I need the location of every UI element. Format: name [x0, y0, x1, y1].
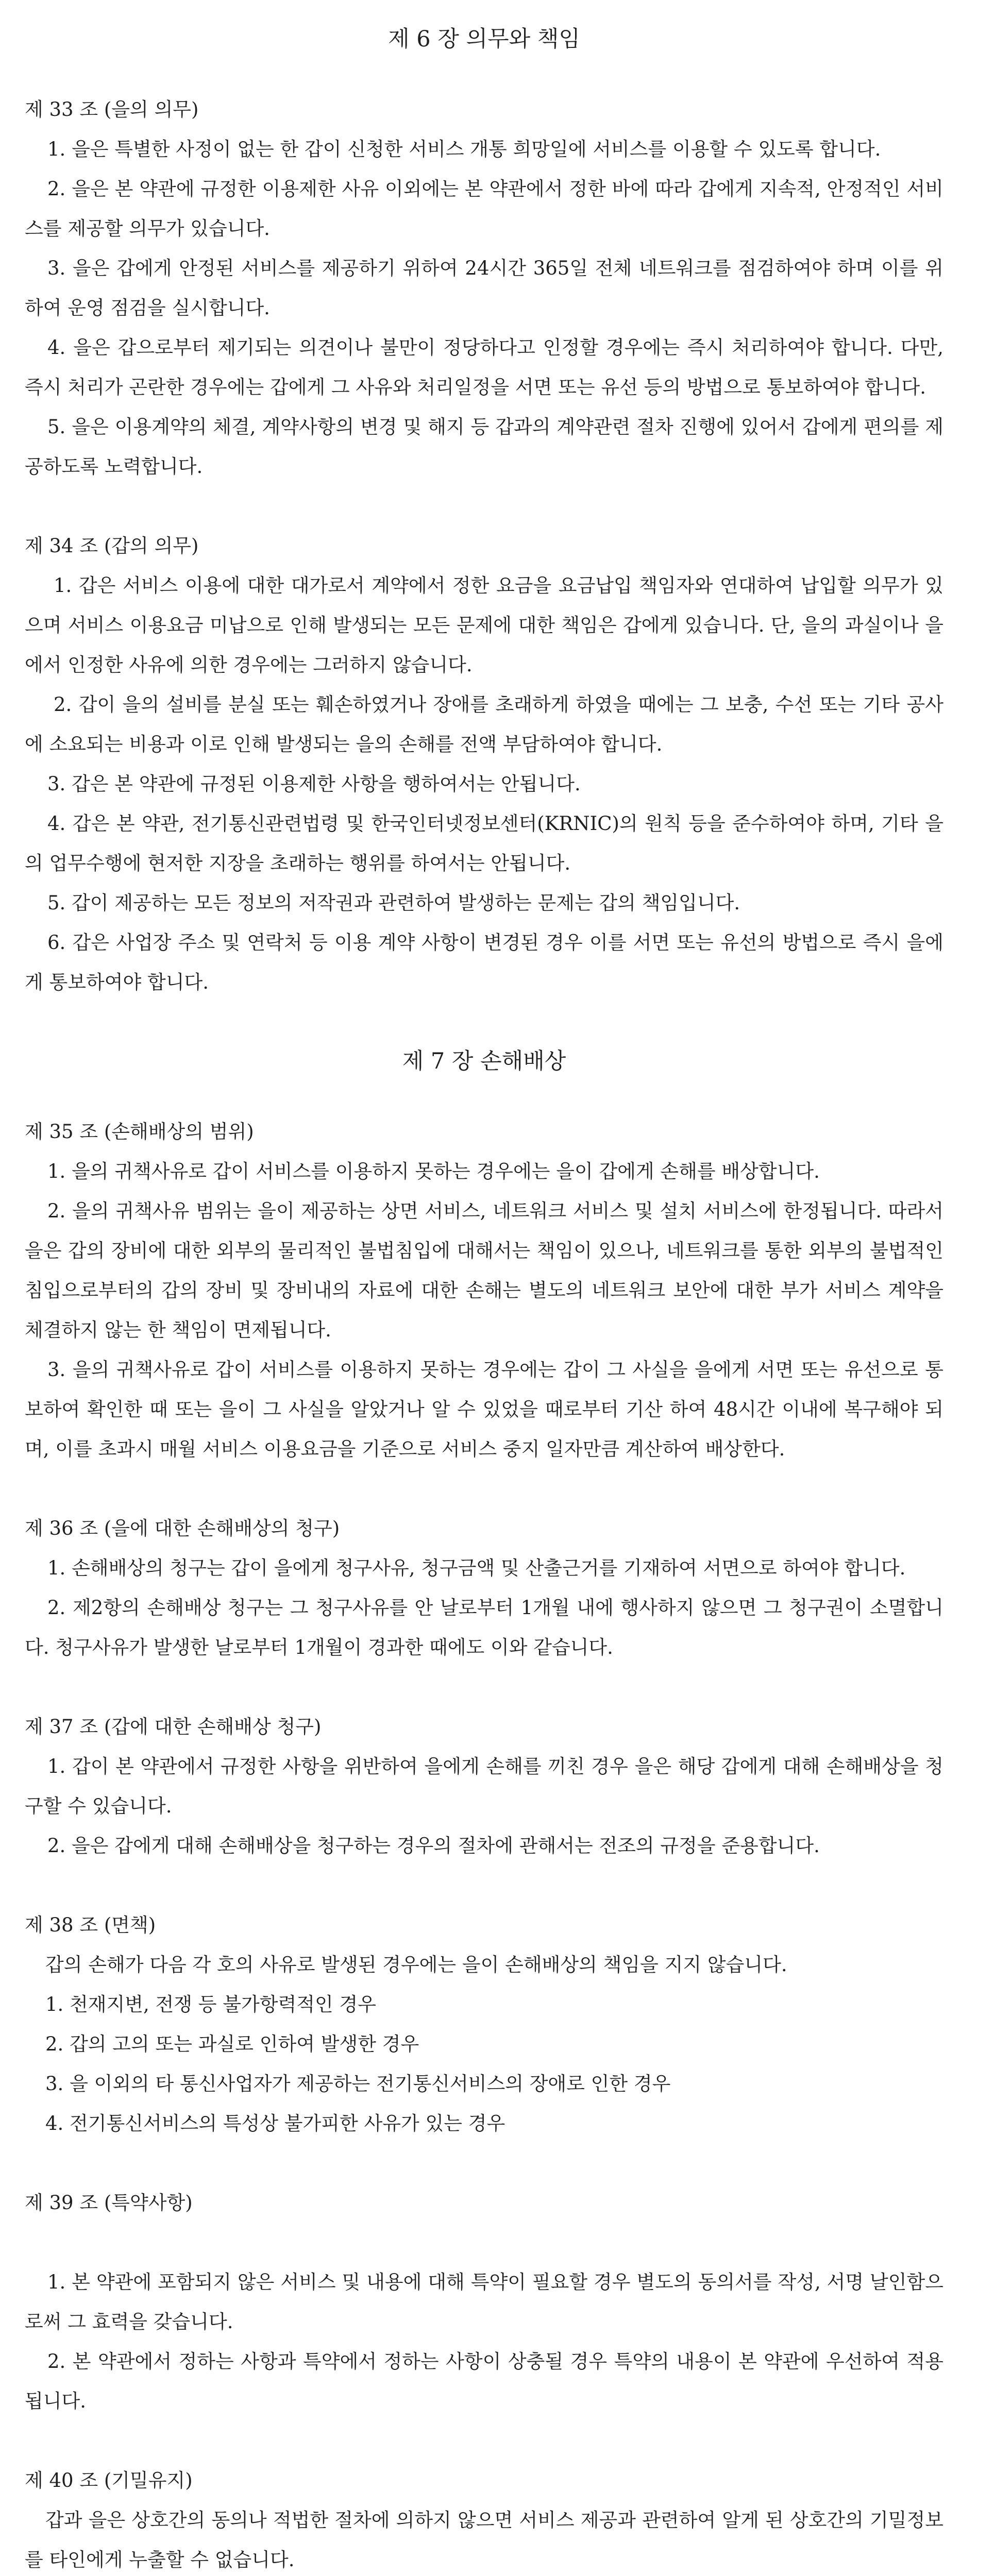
- article-37-clause-2: 2. 을은 갑에게 대해 손해배상을 청구하는 경우의 절차에 관해서는 전조의 규정을 준용합니다.: [47, 1835, 820, 1857]
- article-38-intro: 갑의 손해가 다음 각 호의 사유로 발생된 경우에는 을이 손해배상의 책임을 지지 않습니다.: [45, 1954, 787, 1976]
- article-34-clause-3: 3. 갑은 본 약관에 규정된 이용제한 사항을 행하여서는 안됩니다.: [47, 773, 581, 795]
- article-33-clause-2: 2. 을은 본 약관에 규정한 이용제한 사유 이외에는 본 약관에서 정한 바에 따라 갑에게 지속적, 안정적인 서비스를 제공할 의무가 있습니다.: [25, 178, 943, 240]
- article-34-clause-5: 5. 갑이 제공하는 모든 정보의 저작권과 관련하여 발생하는 문제는 갑의 책임입니다.: [47, 892, 740, 914]
- article-38-item-3: 3. 을 이외의 타 통신사업자가 제공하는 전기통신서비스의 장애로 인한 경우: [45, 2073, 671, 2095]
- article-35-clause-3: 3. 을의 귀책사유로 갑이 서비스를 이용하지 못하는 경우에는 갑이 그 사실을 을에게 서면 또는 유선으로 통보하여 확인한 때 또는 을이 그 사실을 알았거나 알 수 있었을 때로부터 기산 하여 48시간 이내에 복구해야 되며, 이를 초과시 매월 서비스 이용요금을 기준으로 서비스 중지 일자만큼 계산하여 배상한다.: [25, 1359, 943, 1460]
- article-36-clause-1: 1. 손해배상의 청구는 갑이 을에게 청구사유, 청구금액 및 산출근거를 기재하여 서면으로 하여야 합니다.: [47, 1557, 906, 1579]
- article-33-clause-1: 1. 을은 특별한 사정이 없는 한 갑이 신청한 서비스 개통 희망일에 서비스를 이용할 수 있도록 합니다.: [47, 138, 881, 160]
- article-38-item-1: 1. 천재지변, 전쟁 등 불가항력적인 경우: [45, 1993, 376, 2015]
- article-33-clause-4: 4. 을은 갑으로부터 제기되는 의견이나 불만이 정당하다고 인정할 경우에는 즉시 처리하여야 합니다. 다만, 즉시 처리가 곤란한 경우에는 갑에게 그 사유와 처리일정을 서면 또는 유선 등의 방법으로 통보하여야 합니다.: [25, 336, 943, 398]
- article-35-title: 제 35 조 (손해배상의 범위): [25, 1121, 254, 1143]
- article-36-title: 제 36 조 (을에 대한 손해배상의 청구): [25, 1517, 340, 1539]
- article-38-item-4: 4. 전기통신서비스의 특성상 불가피한 사유가 있는 경우: [45, 2112, 505, 2134]
- chapter-6-title: 제 6 장 의무와 책임: [388, 26, 580, 52]
- article-39-title: 제 39 조 (특약사항): [25, 2192, 193, 2214]
- article-38-title: 제 38 조 (면책): [25, 1914, 156, 1936]
- article-35: [25, 1112, 943, 1469]
- article-40-body: 갑과 을은 상호간의 동의나 적법한 절차에 의하지 않으면 서비스 제공과 관련하여 알게 된 상호간의 기밀정보를 타인에게 누출할 수 없습니다.: [25, 2509, 943, 2571]
- article-34-clause-4: 4. 갑은 본 약관, 전기통신관련법령 및 한국인터넷정보센터(KRNIC)의 원칙 등을 준수하여야 하며, 기타 을의 업무수행에 현저한 지장을 초래하는 행위를 하여서는 안됩니다.: [25, 812, 943, 874]
- article-40: [25, 2461, 943, 2576]
- article-37-clause-1: 1. 갑이 본 약관에서 규정한 사항을 위반하여 을에게 손해를 끼친 경우 을은 해당 갑에게 대해 손해배상을 청구할 수 있습니다.: [25, 1755, 943, 1817]
- article-36: [25, 1509, 943, 1667]
- article-39-spacer: [25, 2223, 943, 2262]
- article-38: [25, 1905, 943, 2143]
- article-35-clause-1: 1. 을의 귀책사유로 갑이 서비스를 이용하지 못하는 경우에는 을이 갑에게 손해를 배상합니다.: [47, 1160, 820, 1182]
- article-38-item-2: 2. 갑의 고의 또는 과실로 인하여 발생한 경우: [45, 2033, 419, 2055]
- article-34: [25, 526, 943, 1002]
- article-33-clause-3: 3. 을은 갑에게 안정된 서비스를 제공하기 위하여 24시간 365일 전체 네트워크를 점검하여야 하며 이를 위하여 운영 점검을 실시합니다.: [25, 257, 943, 319]
- article-34-title: 제 34 조 (갑의 의무): [25, 535, 199, 557]
- chapter-7-title: 제 7 장 손해배상: [402, 1048, 566, 1074]
- article-37-title: 제 37 조 (갑에 대한 손해배상 청구): [25, 1716, 322, 1738]
- article-33-clause-5: 5. 을은 이용계약의 체결, 계약사항의 변경 및 해지 등 갑과의 계약관련 절차 진행에 있어서 갑에게 편의를 제공하도록 노력합니다.: [25, 416, 943, 478]
- article-34-clause-2: 2. 갑이 을의 설비를 분실 또는 훼손하였거나 장애를 초래하게 하였을 때에는 그 보충, 수선 또는 기타 공사에 소요되는 비용과 이로 인해 발생되는 을의 손해를 전액 부담하여야 합니다.: [25, 693, 943, 755]
- article-39-clause-2: 2. 본 약관에서 정하는 사항과 특약에서 정하는 사항이 상충될 경우 특약의 내용이 본 약관에 우선하여 적용됩니다.: [25, 2350, 943, 2412]
- article-36-clause-2: 2. 제2항의 손해배상 청구는 그 청구사유를 안 날로부터 1개월 내에 행사하지 않으면 그 청구권이 소멸합니다. 청구사유가 발생한 날로부터 1개월이 경과한 때에도 이와 같습니다.: [25, 1597, 943, 1658]
- article-37: [25, 1707, 943, 1866]
- article-39: [25, 2183, 943, 2421]
- article-33-title: 제 33 조 (을의 의무): [25, 98, 199, 121]
- article-34-clause-1: 1. 갑은 서비스 이용에 대한 대가로서 계약에서 정한 요금을 요금납입 책임자와 연대하여 납입할 의무가 있으며 서비스 이용요금 미납으로 인해 발생되는 모든 문제에 대한 책임은 갑에게 있습니다. 단, 을의 과실이나 을에서 인정한 사유에 의한 경우에는 그러하지 않습니다.: [25, 574, 943, 676]
- article-39-clause-1: 1. 본 약관에 포함되지 않은 서비스 및 내용에 대해 특약이 필요할 경우 별도의 동의서를 작성, 서명 날인함으로써 그 효력을 갖습니다.: [25, 2271, 943, 2333]
- article-34-clause-6: 6. 갑은 사업장 주소 및 연락처 등 이용 계약 사항이 변경된 경우 이를 서면 또는 유선의 방법으로 즉시 을에게 통보하여야 합니다.: [25, 931, 943, 993]
- article-33: [25, 90, 943, 486]
- article-40-title: 제 40 조 (기밀유지): [25, 2469, 193, 2492]
- article-35-clause-2: 2. 을의 귀책사유 범위는 을이 제공하는 상면 서비스, 네트워크 서비스 및 설치 서비스에 한정됩니다. 따라서 을은 갑의 장비에 대한 외부의 물리적인 불법침입에 대해서는 책임이 있으나, 네트워크를 통한 외부의 불법적인 침입으로부터의 갑의 장비 및 장비내의 자료에 대한 손해는 별도의 네트워크 보안에 대한 부가 서비스 계약을 체결하지 않는 한 책임이 면제됩니다.: [25, 1200, 943, 1341]
